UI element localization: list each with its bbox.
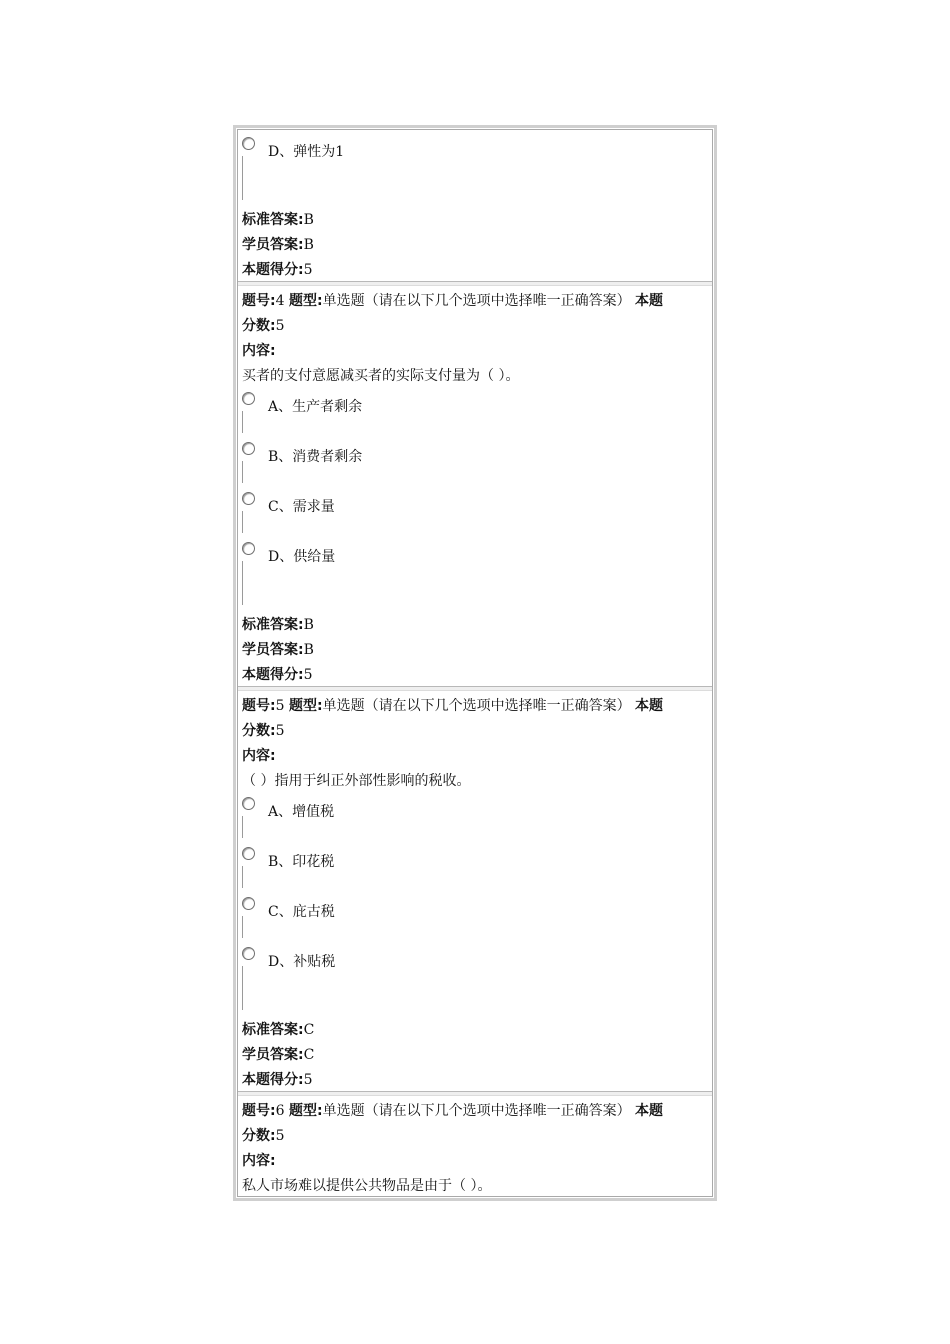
q5-header: 题号:5 题型:单选题（请在以下几个选项中选择唯一正确答案） 本题 — [242, 698, 664, 714]
question-separator — [238, 281, 712, 286]
q4-student-answer: 学员答案:B — [242, 642, 314, 658]
q4-option-a-radio[interactable] — [242, 392, 255, 405]
q4-option-c-label: C、需求量 — [268, 499, 335, 515]
q5-option-a-radio[interactable] — [242, 797, 255, 810]
q6-header: 题号:6 题型:单选题（请在以下几个选项中选择唯一正确答案） 本题 — [242, 1103, 664, 1119]
q5-option-c-radio[interactable] — [242, 897, 255, 910]
q5-option-b-radio[interactable] — [242, 847, 255, 860]
q5-standard-answer: 标准答案:C — [242, 1022, 315, 1038]
q3-student-answer: 学员答案:B — [242, 237, 314, 253]
q3-standard-answer: 标准答案:B — [242, 212, 314, 228]
q4-points: 分数:5 — [242, 318, 285, 334]
q5-option-divider — [242, 916, 243, 938]
q3-score: 本题得分:5 — [242, 262, 313, 278]
q5-points: 分数:5 — [242, 723, 285, 739]
q4-option-divider — [242, 511, 243, 533]
q5-option-d-radio[interactable] — [242, 947, 255, 960]
q4-standard-answer: 标准答案:B — [242, 617, 314, 633]
question-separator — [238, 1091, 712, 1096]
q5-option-divider — [242, 816, 243, 838]
q3-option-divider — [242, 156, 243, 200]
q4-option-b-label: B、消费者剩余 — [268, 449, 363, 465]
q3-option-d-label: D、弹性为1 — [268, 144, 345, 160]
q5-content-label: 内容: — [242, 748, 276, 764]
q6-content: 私人市场难以提供公共物品是由于（ ）。 — [242, 1178, 492, 1194]
q5-option-divider — [242, 966, 243, 1010]
q5-option-a-label: A、增值税 — [268, 804, 335, 820]
q4-content-label: 内容: — [242, 343, 276, 359]
q4-option-divider — [242, 461, 243, 483]
q4-score: 本题得分:5 — [242, 667, 313, 683]
q6-points: 分数:5 — [242, 1128, 285, 1144]
q5-option-d-label: D、补贴税 — [268, 954, 336, 970]
q4-option-c-radio[interactable] — [242, 492, 255, 505]
q5-content: （ ）指用于纠正外部性影响的税收。 — [242, 773, 471, 789]
question-list-inner — [237, 129, 713, 1197]
q5-option-divider — [242, 866, 243, 888]
q4-option-b-radio[interactable] — [242, 442, 255, 455]
q4-option-d-label: D、供给量 — [268, 549, 336, 565]
question-separator — [238, 686, 712, 691]
question-list-frame — [233, 125, 717, 1201]
q5-score: 本题得分:5 — [242, 1072, 313, 1088]
q4-header: 题号:4 题型:单选题（请在以下几个选项中选择唯一正确答案） 本题 — [242, 293, 664, 309]
q5-student-answer: 学员答案:C — [242, 1047, 315, 1063]
q5-option-b-label: B、印花税 — [268, 854, 335, 870]
q4-content: 买者的支付意愿减买者的实际支付量为（ ）。 — [242, 368, 520, 384]
q4-option-divider — [242, 411, 243, 433]
q5-option-c-label: C、庇古税 — [268, 904, 335, 920]
q4-option-d-radio[interactable] — [242, 542, 255, 555]
q3-option-d-radio[interactable] — [242, 137, 255, 150]
q4-option-a-label: A、生产者剩余 — [268, 399, 363, 415]
q4-option-divider — [242, 561, 243, 605]
q6-content-label: 内容: — [242, 1153, 276, 1169]
